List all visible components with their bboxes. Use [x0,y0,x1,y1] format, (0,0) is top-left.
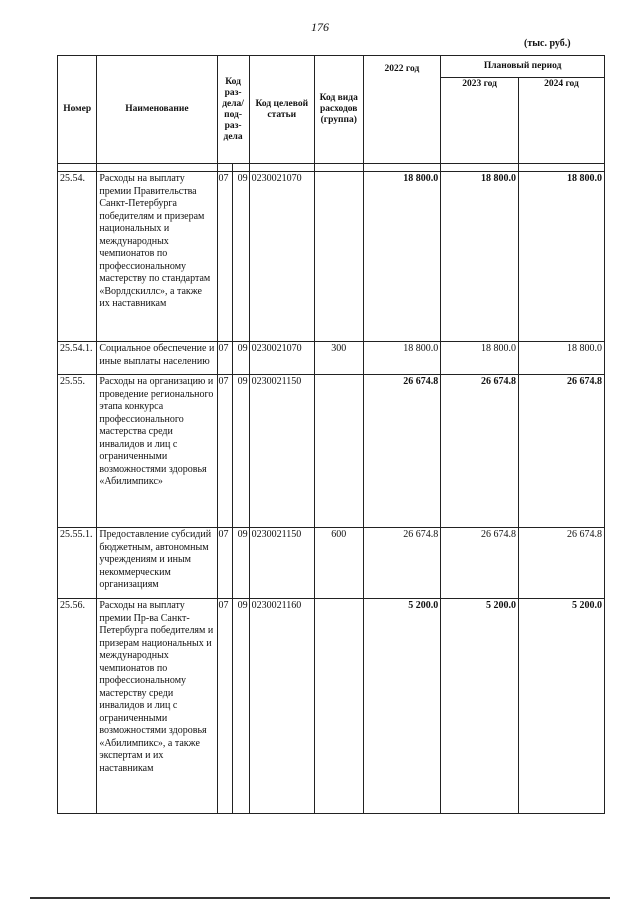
row-subsection: 09 [233,528,250,599]
row-value-2022: 5 200.0 [363,599,441,814]
row-subsection: 09 [233,599,250,814]
row-expense-code: 600 [314,528,363,599]
row-subsection: 09 [233,342,250,375]
budget-table [57,55,605,814]
row-value-2024: 18 800.0 [518,172,604,342]
page-bottom-border [30,897,610,899]
row-number: 25.54. [58,172,97,342]
row-value-2022: 18 800.0 [363,342,441,375]
row-name: Расходы на выплату премии Правительства Санкт-Петербурга победителям и призерам национальных и международных чемпионатов по профессиональному мастерству по стандартам «Ворлдскиллс», а также их наставникам [97,172,217,342]
header-year-2024: 2024 год [518,78,604,164]
row-subsection: 09 [233,375,250,528]
row-section: 07 [217,528,233,599]
row-value-2024: 18 800.0 [518,342,604,375]
header-number: Номер [58,56,97,164]
row-value-2023: 26 674.8 [441,375,519,528]
units-label: (тыс. руб.) [524,38,571,49]
row-expense-code [314,599,363,814]
row-name: Социальное обеспечение и иные выплаты населению [97,342,217,375]
row-name: Расходы на выплату премии Пр-ва Санкт-Петербурга победителям и призерам национальных и международных чемпионатов по профессиональному мастерству среди инвалидов и лиц с ограниченными возможностями здоровья «Абилимпикс», а также экспертам и их наставникам [97,599,217,814]
row-value-2023: 18 800.0 [441,172,519,342]
row-value-2024: 26 674.8 [518,528,604,599]
header-planned-period: Плановый период [441,56,605,78]
row-number: 25.54.1. [58,342,97,375]
row-target-code: 0230021150 [249,375,314,528]
row-value-2023: 26 674.8 [441,528,519,599]
page-number: 176 [311,20,329,34]
row-value-2023: 5 200.0 [441,599,519,814]
row-subsection: 09 [233,172,250,342]
row-section: 07 [217,599,233,814]
row-number: 25.56. [58,599,97,814]
row-value-2023: 18 800.0 [441,342,519,375]
row-section: 07 [217,172,233,342]
header-section-code: Код раз-дела/ под-раз-дела [217,56,249,164]
header-year-2023: 2023 год [441,78,519,164]
row-number: 25.55.1. [58,528,97,599]
table-row [58,172,605,342]
row-expense-code [314,375,363,528]
table-row [58,528,605,599]
header-year-2022: 2022 год [363,56,441,164]
row-name: Предоставление субсидий бюджетным, автономным учреждениям и иным некоммерческим организациям [97,528,217,599]
row-target-code: 0230021070 [249,342,314,375]
row-value-2024: 26 674.8 [518,375,604,528]
row-value-2022: 26 674.8 [363,528,441,599]
row-expense-code [314,172,363,342]
row-target-code: 0230021150 [249,528,314,599]
table-row [58,375,605,528]
table-row [58,599,605,814]
row-expense-code: 300 [314,342,363,375]
row-section: 07 [217,342,233,375]
row-target-code: 0230021160 [249,599,314,814]
table-row [58,342,605,375]
row-value-2022: 18 800.0 [363,172,441,342]
header-name: Наименование [97,56,217,164]
header-target-code: Код целевой статьи [249,56,314,164]
header-expense-code: Код вида расходов (группа) [314,56,363,164]
row-number: 25.55. [58,375,97,528]
row-name: Расходы на организацию и проведение регионального этапа конкурса профессионального мастерства среди инвалидов и лиц с ограниченными возможностями здоровья «Абилимпикс» [97,375,217,528]
row-value-2022: 26 674.8 [363,375,441,528]
row-section: 07 [217,375,233,528]
row-target-code: 0230021070 [249,172,314,342]
row-value-2024: 5 200.0 [518,599,604,814]
